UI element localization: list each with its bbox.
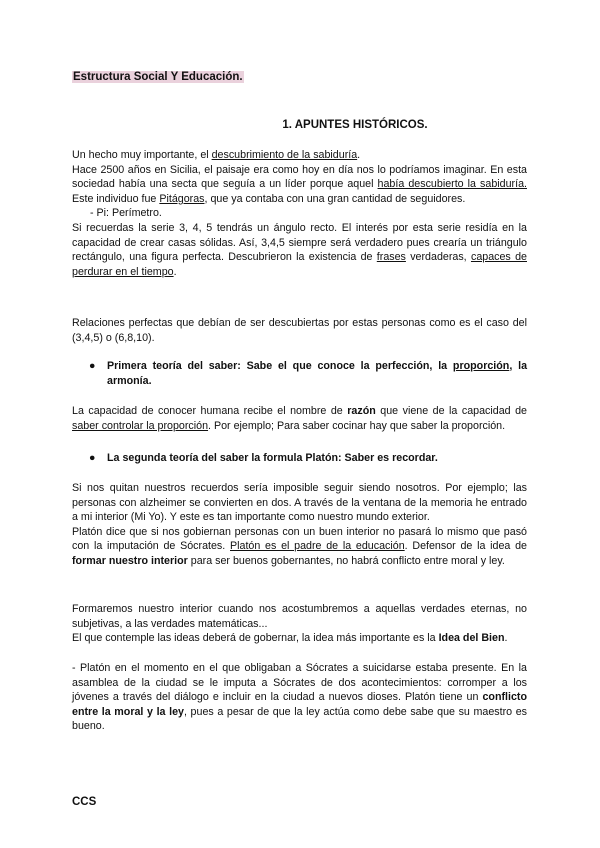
paragraph-platon-gobierno: [72, 525, 527, 569]
text-span: . Defensor de la idea de: [404, 540, 527, 553]
text-span: El que contemple las ideas deberá de gobernar, la idea más importante es la: [72, 632, 439, 645]
text-span: para ser buenos gobernantes, no habrá conflicto entre moral y ley.: [187, 554, 505, 567]
section-heading: 1. APUNTES HISTÓRICOS.: [282, 119, 428, 131]
text-span: , pues a pesar de que la ley actúa como debe sabe que su maestro es bueno.: [72, 705, 528, 733]
text-span: Si recuerdas la serie 3, 4, 5 tendrás un ángulo recto. El interés por esta serie residía en la capacidad de crear casas sólidas. Así, 3,4,5 siempre será verdadero pues crearía un triángulo rectángulo, una figura perfecta. Descubrieron la existencia de: [72, 221, 527, 264]
bullet-item-1: [72, 359, 527, 388]
paragraph-idea-bien: [72, 631, 527, 646]
text-span: La segunda teoría del saber la formula Platón: Saber es recordar.: [107, 452, 438, 464]
dash-list-item: - Pi: Perímetro.: [90, 207, 162, 220]
text-span: , la armonía.: [107, 360, 528, 387]
paragraph-relaciones: Relaciones perfectas que debían de ser descubiertas por estas personas como es el caso del (3,4,5) o (6,8,10).: [72, 317, 527, 344]
underlined-term: saber controlar la proporción: [72, 419, 209, 432]
text-span: .: [357, 149, 361, 161]
text-span: Un hecho muy importante, el: [72, 149, 212, 161]
body-block-6: [72, 481, 527, 569]
footer-label: CCS: [72, 796, 97, 808]
paragraph-serie: [72, 221, 527, 279]
text-span: que viene de la capacidad de: [375, 405, 527, 417]
text-span: . Por ejemplo; Para saber cocinar hay que saber la proporción.: [208, 419, 506, 432]
bullet-icon: ●: [89, 452, 96, 464]
bold-term: formar nuestro interior: [72, 554, 188, 567]
bold-term: Idea del Bien: [438, 632, 505, 645]
underlined-term: frases: [376, 251, 406, 264]
body-block-8: [72, 661, 527, 734]
underlined-term: había descubierto la sabiduría.: [377, 178, 527, 191]
document-title: Estructura Social Y Educación.: [73, 71, 243, 83]
text-span: La capacidad de conocer humana recibe el nombre de: [72, 405, 348, 417]
paragraph-intro: [72, 148, 527, 163]
body-block-4: [72, 404, 527, 433]
text-span: verdaderas,: [405, 251, 471, 264]
underlined-term: proporción: [452, 360, 510, 372]
underlined-term: descubrimiento de la sabiduría: [211, 149, 358, 161]
bold-term: razón: [347, 405, 376, 417]
text-span: .: [504, 632, 508, 645]
text-span: Platón dice que si nos gobiernan personas con un buen interior no pasará lo mismo que pasó con la imputación de Sócrates.: [72, 525, 527, 553]
body-block-7: [72, 602, 527, 646]
body-block-3: [72, 359, 527, 388]
text-span: , que ya contaba con una gran cantidad de seguidores.: [204, 192, 466, 205]
paragraph-razon: [72, 404, 527, 433]
text-span: Hace 2500 años en Sicilia, el paisaje era como hoy en día nos lo podríamos imaginar. En esta sociedad había una secta que seguía a un líder porque aquel: [72, 163, 527, 191]
body-block-2: [72, 316, 527, 345]
text-span: .: [173, 265, 177, 278]
body-block-1: [72, 148, 527, 279]
paragraph-sicilia: [72, 163, 527, 207]
underlined-term: Platón es el padre de la educación: [230, 540, 405, 553]
underlined-term: Pitágoras: [159, 192, 205, 205]
text-span: Este individuo fue: [72, 192, 160, 205]
bullet-item-2: [72, 451, 527, 466]
bold-term: conflicto entre la moral y la ley: [72, 691, 527, 718]
underlined-term: capaces de perdurar en el tiempo: [72, 251, 527, 278]
bullet-icon: ●: [89, 360, 96, 372]
text-span: Primera teoría del saber: Sabe el que conoce la perfección, la: [107, 360, 453, 372]
paragraph-socrates: [72, 661, 527, 734]
paragraph-recuerdos: Si nos quitan nuestros recuerdos sería imposible seguir siendo nosotros. Por ejemplo; las personas con alzheimer se convierten en dos. A través de la ventana de la memoria he entrado a mi interior (Mi Yo). Y este es tan importante como nuestro mundo exterior.: [72, 482, 527, 524]
paragraph-verdades: Formaremos nuestro interior cuando nos acostumbremos a aquellas verdades eternas, no subjetivas, a las verdades matemáticas...: [72, 603, 527, 630]
body-block-5: [72, 451, 527, 466]
text-span: - Platón en el momento en el que obligaban a Sócrates a suicidarse estaba presente. En la asamblea de la ciudad se le imputa a Sócrates de dos acontecimientos: corromper a los jóvenes a través del diálogo e incluir en la ciudad a nuevos dioses. Platón tiene un: [72, 662, 527, 704]
